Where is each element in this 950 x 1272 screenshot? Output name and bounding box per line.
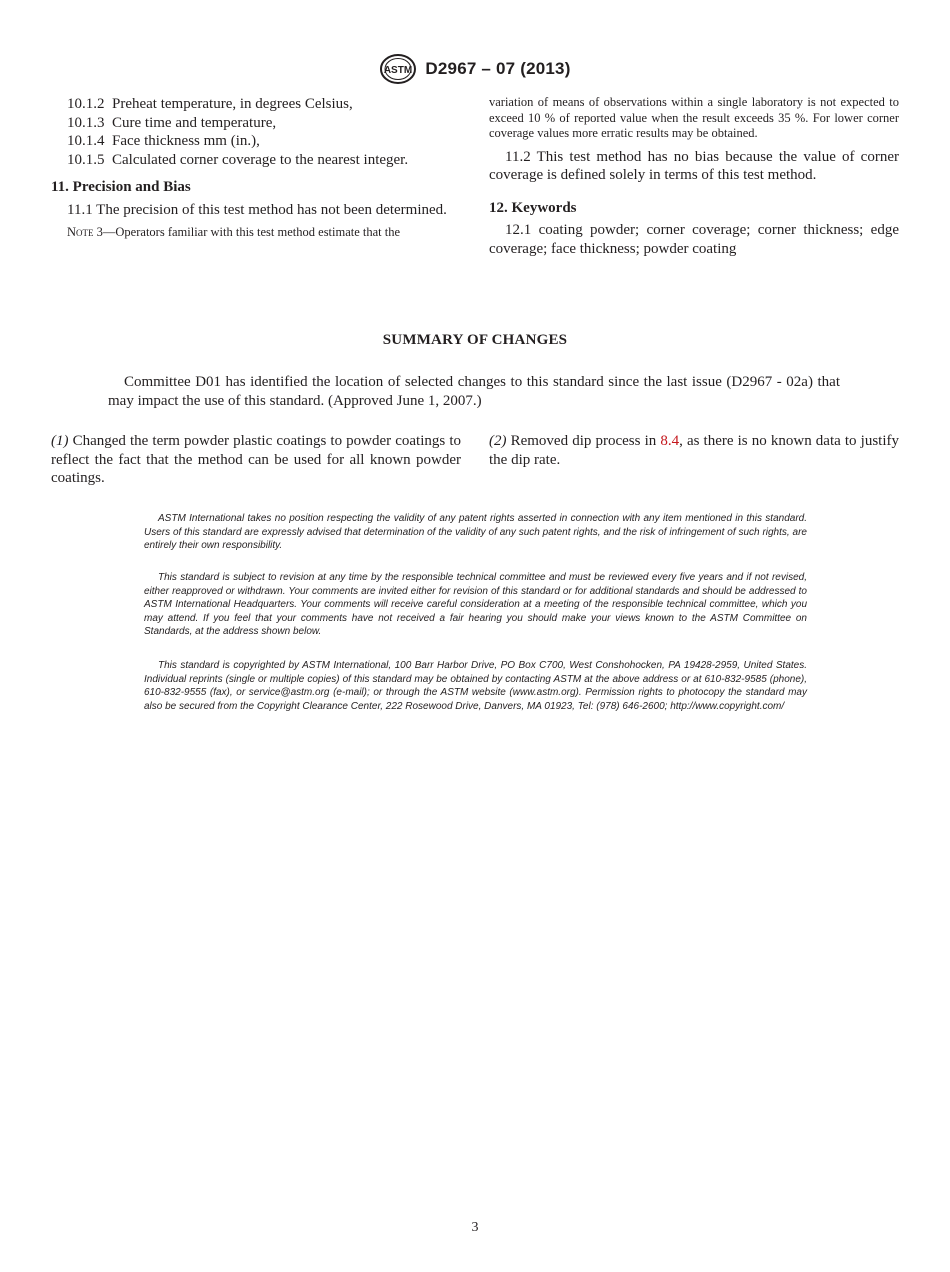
change-text-before: Removed dip process in (506, 433, 661, 449)
paragraph-11-1: 11.1 The precision of this test method has not been determined. (67, 201, 447, 218)
right-column (489, 95, 899, 263)
page-number: 3 (471, 1220, 479, 1235)
legal-notice-revision: This standard is subject to revision at any time by the responsible technical committee and must be reviewed every five years and if not revised, either reapproved or withdrawn. Your comments are invited either for revision of this standard or for additional standards and should be addressed to ASTM International Headquarters. Your comments will receive careful consideration at a meeting of the responsible technical committee, which you may attend. If you feel that your comments have not received a fair hearing you should make your views known to the ASTM Committee on Standards, at the address shown below. (144, 572, 807, 638)
summary-intro: Committee D01 has identified the location of selected changes to this standard since the last issue (D2967 - 02a) that may impact the use of this standard. (Approved June 1, 2007.) (108, 374, 840, 409)
section-heading-keywords: 12. Keywords (489, 199, 577, 216)
change-text: Changed the term powder plastic coatings to powder coatings to reflect the fact that the method can be used for all known powder coatings. (51, 433, 461, 486)
section-heading-precision-bias: 11. Precision and Bias (51, 179, 191, 195)
legal-notice-patent: ASTM International takes no position respecting the validity of any patent rights asserted in connection with any item mentioned in this standard. Users of this standard are expressly advised that determination of the validity of any such patent rights, and the risk of infringement of such rights, are entirely their own responsibility. (144, 513, 807, 552)
left-column (51, 95, 461, 241)
note-3-continuation: variation of means of observations within a single laboratory is not expected to exceed 10 % of reported value when the result exceeds 35 %. For lower corner coverage values more erratic results may be obtained. (489, 95, 899, 140)
page-header (0, 52, 950, 86)
paragraph-12-1: 12.1 coating powder; corner coverage; corner thickness; edge coverage; face thickness; powder coating (489, 222, 899, 257)
change-text-after: , as there is no known data to justify the dip rate. (489, 433, 899, 468)
change-item-2 (489, 432, 899, 469)
list-item: 10.1.5 Calculated corner coverage to the nearest integer. (67, 151, 409, 168)
list-item: 10.1.3 Cure time and temperature, (67, 114, 277, 131)
legal-notice-copyright: This standard is copyrighted by ASTM International, 100 Barr Harbor Drive, PO Box C700, West Conshohocken, PA 19428-2959, United States. Individual reprints (single or multiple copies) of this standard may be obtained by contacting ASTM at the above address or at 610-832-9585 (phone), 610-832-9555 (fax), or service@astm.org (e-mail); or through the ASTM website (www.astm.org). Permission rights to photocopy the standard may also be secured from the Copyright Clearance Center, 222 Rosewood Drive, Danvers, MA 01923, Tel: (978) 646-2600; http://www.copyright.com/ (144, 660, 807, 712)
astm-logo-icon (379, 53, 417, 85)
summary-title: SUMMARY OF CHANGES (382, 332, 568, 348)
change-number: (2) (489, 433, 507, 449)
list-item: 10.1.2 Preheat temperature, in degrees Celsius, (67, 96, 353, 112)
svg-text:ASTM: ASTM (384, 65, 413, 76)
note-text: 3—Operators familiar with this test method estimate that the (93, 225, 401, 239)
note-3 (51, 225, 461, 241)
note-label: Note (67, 225, 94, 239)
section-link-8-4[interactable]: 8.4 (660, 433, 680, 449)
paragraph-11-2: 11.2 This test method has no bias because the value of corner coverage is defined solely in terms of this test method. (489, 148, 899, 183)
list-item: 10.1.4 Face thickness mm (in.), (67, 133, 260, 149)
change-number: (1) (51, 433, 69, 449)
standard-designation: D2967 – 07 (2013) (425, 59, 571, 78)
change-item-1 (51, 432, 461, 488)
